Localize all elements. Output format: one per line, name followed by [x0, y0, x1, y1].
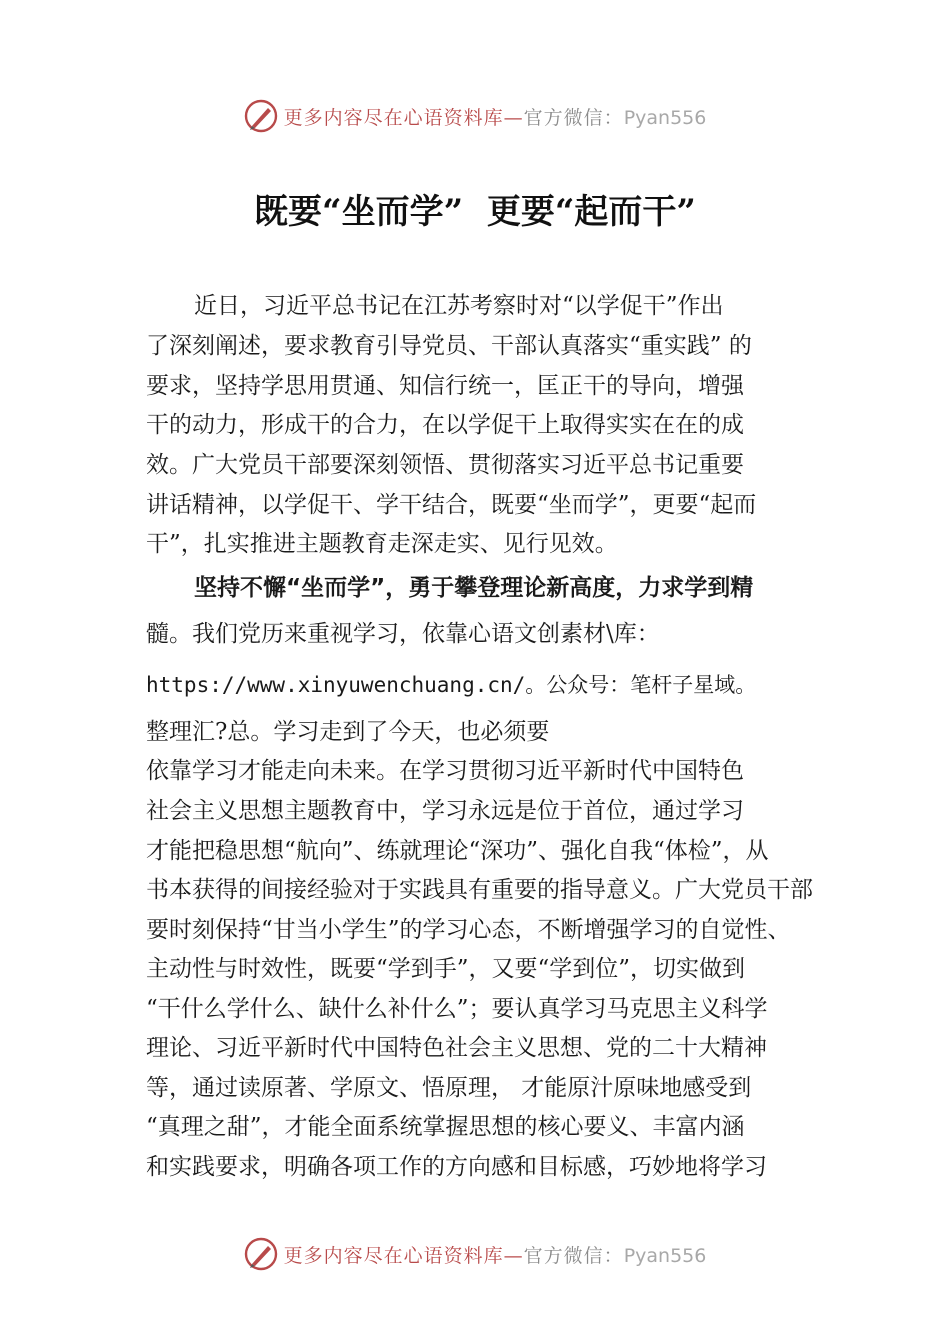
header-banner	[0, 96, 950, 136]
banner-text: 更多内容尽在心语资料库	[283, 1244, 504, 1267]
body-line: 等，通过读原著、学原文、悟原理， 才能原汁原味地感受到	[146, 1075, 752, 1101]
body-line: 书本获得的间接经验对于实践具有重要的指导意义。广大党员干部	[146, 877, 813, 903]
body-line: 髓。我们党历来重视学习，依靠心语文创素材\库：	[146, 621, 660, 647]
body-line: 要时刻保持“甘当小学生”的学习心态，不断增强学习的自觉性、	[146, 917, 791, 943]
wechat-id: Pyan556	[623, 1244, 707, 1267]
quill-pen-logo-icon	[244, 99, 278, 133]
body-line: “干什么学什么、缺什么补什么”；要认真学习马克思主义科学	[146, 996, 768, 1022]
banner-separator: —	[503, 1244, 524, 1267]
body-line: 依靠学习才能走向未来。在学习贯彻习近平新时代中国特色	[146, 758, 744, 784]
banner-separator: —	[503, 106, 524, 129]
body-line: 讲话精神，以学促干、学干结合，既要“坐而学”，更要“起而	[146, 492, 757, 518]
document-title: 既要“坐而学” 更要“起而干”	[254, 192, 696, 232]
body-line: “真理之甜”，才能全面系统掌握思想的核心要义、丰富内涵	[146, 1114, 745, 1140]
body-line: 和实践要求，明确各项工作的方向感和目标感，巧妙地将学习	[146, 1154, 767, 1180]
wechat-id: Pyan556	[623, 106, 707, 129]
wechat-label: 官方微信：	[523, 1244, 624, 1267]
body-line: 效。广大党员干部要深刻领悟、贯彻落实习近平总书记重要	[146, 452, 744, 478]
body-line: 要求，坚持学思用贯通、知信行统一，匡正干的导向，增强	[146, 373, 744, 399]
body-line: 社会主义思想主题教育中，学习永远是位于首位，通过学习	[146, 798, 744, 824]
section-heading: 坚持不懈“坐而学”，勇于攀登理论新高度，力求学到精	[194, 575, 754, 601]
body-line: 近日，习近平总书记在江苏考察时对“以学促干”作出	[194, 293, 724, 319]
banner-text: 更多内容尽在心语资料库	[283, 106, 504, 129]
footer-banner	[0, 1234, 950, 1274]
body-line: 才能把稳思想“航向”、练就理论“深功”、强化自我“体检”，从	[146, 838, 769, 864]
body-line: 了深刻阐述，要求教育引导党员、干部认真落实“重实践” 的	[146, 333, 752, 359]
body-line: 干”，扎实推进主题教育走深走实、见行见效。	[146, 531, 618, 557]
wechat-label: 官方微信：	[523, 106, 624, 129]
quill-pen-logo-icon	[244, 1237, 278, 1271]
body-line: 整理汇?总。学习走到了今天，也必须要	[146, 719, 550, 745]
body-line: 主动性与时效性，既要“学到手”，又要“学到位”，切实做到	[146, 956, 746, 982]
body-line: 理论、习近平新时代中国特色社会主义思想、党的二十大精神	[146, 1035, 767, 1061]
url-line: https://www.xinyuwenchuang.cn/。公众号：笔杆子星域。	[146, 673, 757, 697]
body-line: 干的动力，形成干的合力，在以学促干上取得实实在在的成	[146, 412, 744, 438]
